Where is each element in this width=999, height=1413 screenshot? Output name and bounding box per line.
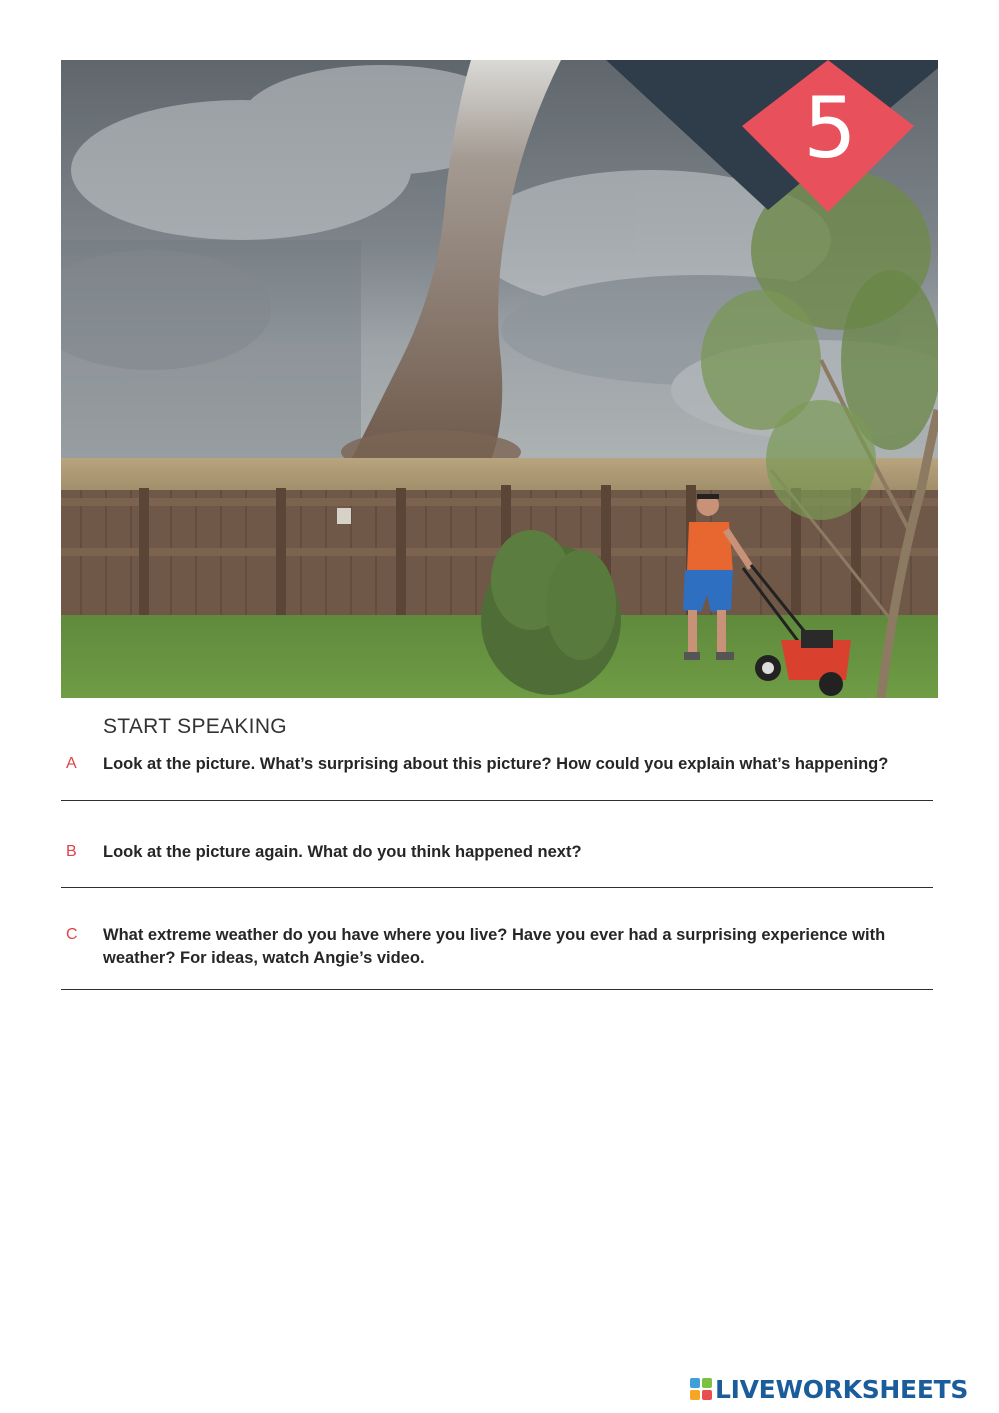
unit-number: 5	[803, 79, 857, 177]
question-b-letter: B	[66, 843, 77, 860]
brand-footer[interactable]	[690, 1375, 968, 1403]
question-c-letter: C	[66, 926, 78, 943]
answer-line-c[interactable]	[61, 989, 933, 990]
answer-line-b[interactable]	[61, 887, 933, 888]
brand-name: LIVEWORKSHEETS	[715, 1374, 969, 1404]
question-a-text: Look at the picture. What’s surprising about this picture? How could you explain what’s happening?	[103, 755, 889, 773]
question-b-text: Look at the picture again. What do you think happened next?	[103, 843, 582, 861]
section-title: START SPEAKING	[103, 715, 287, 738]
question-a-letter: A	[66, 755, 77, 772]
rain-haze	[61, 240, 361, 460]
question-c-text: What extreme weather do you have where you live? Have you ever had a surprising experience with weather? For ideas, watch Angie’s video.	[103, 926, 886, 967]
answer-line-a[interactable]	[61, 800, 933, 801]
liveworksheets-logo-icon	[690, 1378, 712, 1400]
